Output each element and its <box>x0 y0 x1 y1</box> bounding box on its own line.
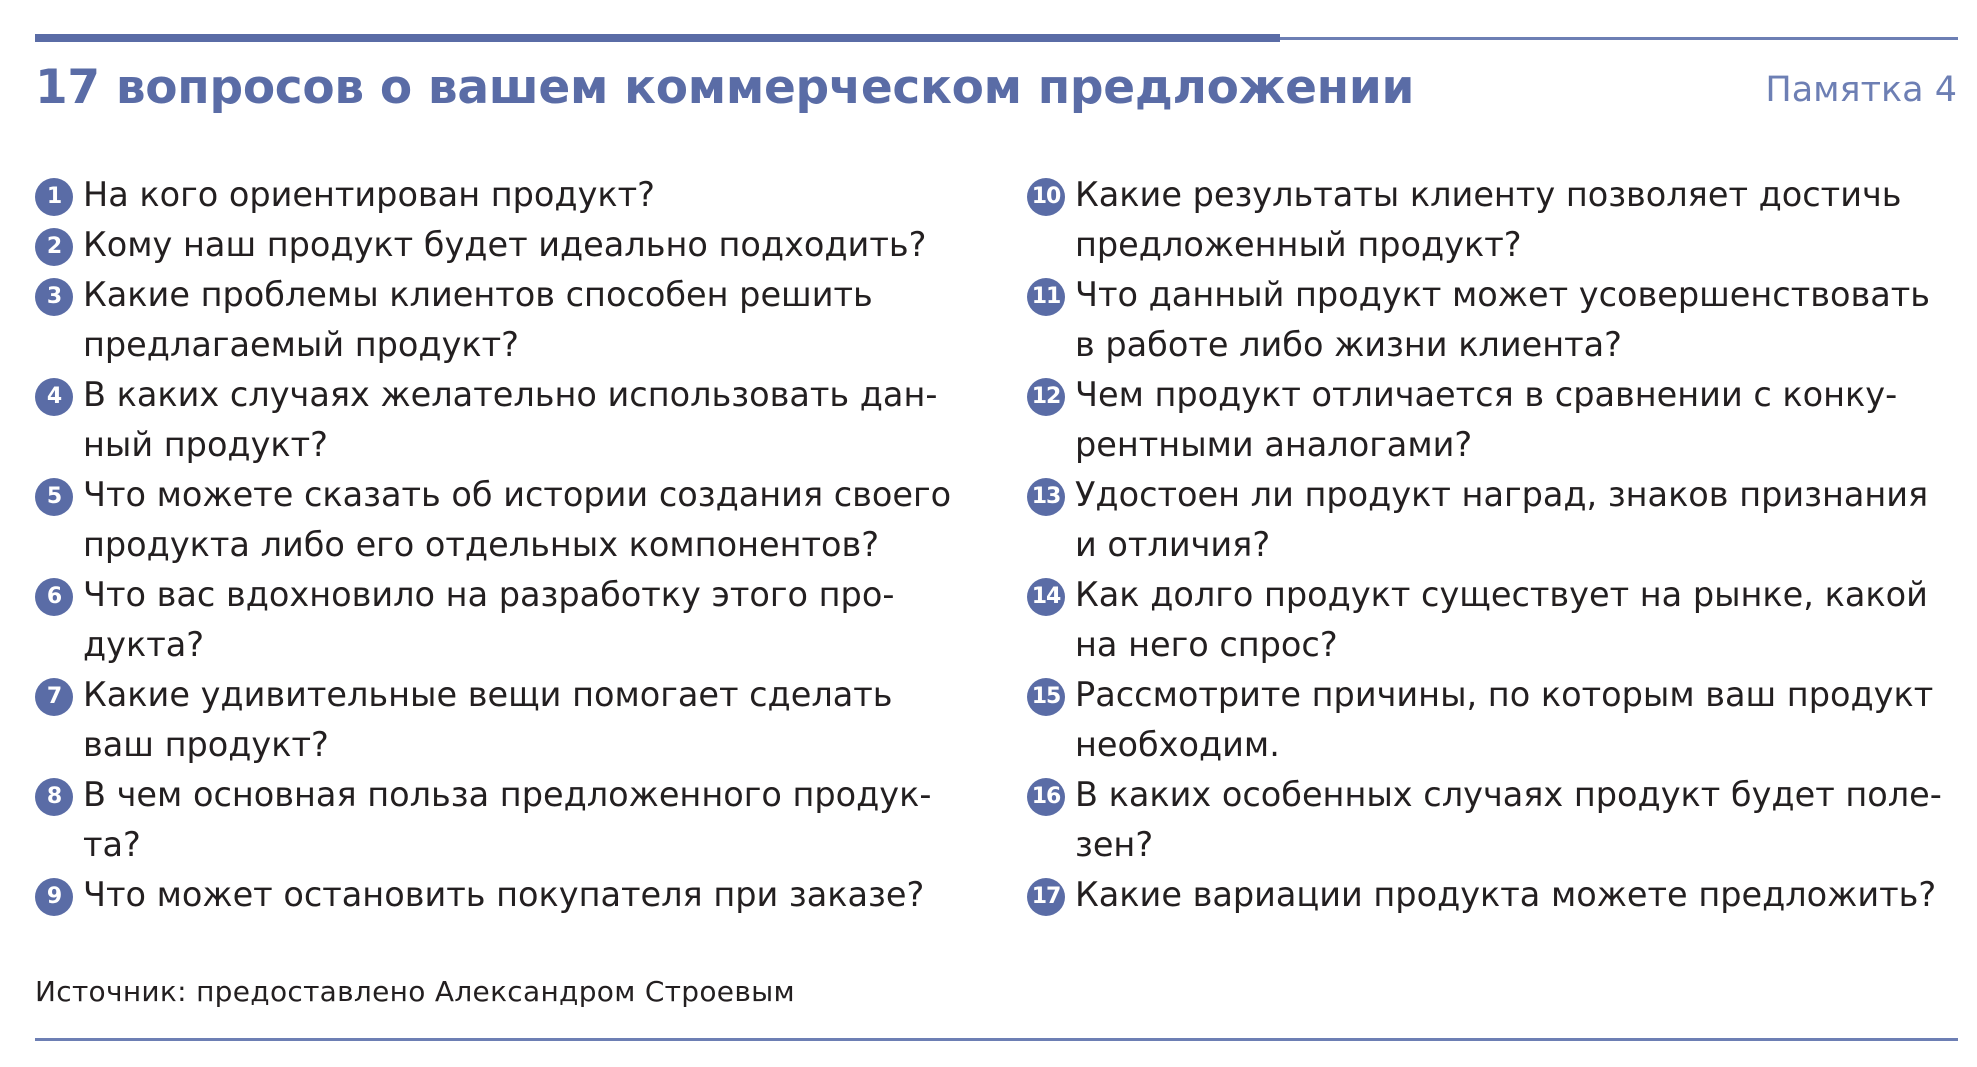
question-text-line: в работе либо жизни клиента? <box>1075 325 1622 364</box>
question-number-badge: 7 <box>35 678 73 716</box>
question-text-line: Что можете сказать об истории создания своего <box>83 475 952 514</box>
question-text-line: необходим. <box>1075 725 1280 764</box>
source-note: Источник: предоставлено Александром Строевым <box>35 975 795 1008</box>
question-text-line: Чем продукт отличается в сравнении с конку- <box>1075 375 1898 414</box>
question-number-badge: 10 <box>1027 178 1065 216</box>
question-text-line: предлагаемый продукт? <box>83 325 519 364</box>
question-number-badge: 1 <box>35 178 73 216</box>
question-text-line: Кому наш продукт будет идеально подходить? <box>83 225 927 264</box>
question-item <box>1027 670 1967 770</box>
question-text-line: на него спрос? <box>1075 625 1338 664</box>
question-item <box>35 170 995 220</box>
question-number-badge: 17 <box>1027 878 1065 916</box>
question-number-badge: 14 <box>1027 578 1065 616</box>
question-text-line: Какие удивительные вещи помогает сделать <box>83 675 893 714</box>
question-text-line: дукта? <box>83 625 205 664</box>
question-item <box>35 670 995 770</box>
question-number-badge: 9 <box>35 878 73 916</box>
questions-column-right <box>1027 170 1967 920</box>
question-number-badge: 11 <box>1027 278 1065 316</box>
question-text-line: Какие результаты клиенту позволяет достичь <box>1075 175 1902 214</box>
question-text-line: зен? <box>1075 825 1154 864</box>
question-number-badge: 8 <box>35 778 73 816</box>
question-item <box>35 220 995 270</box>
question-text-line: В каких особенных случаях продукт будет поле- <box>1075 775 1942 814</box>
question-text-line: предложенный продукт? <box>1075 225 1522 264</box>
question-text-line: Какие вариации продукта можете предложить? <box>1075 875 1937 914</box>
question-text-line: и отличия? <box>1075 525 1271 564</box>
question-item <box>35 570 995 670</box>
question-text-line: В каких случаях желательно использовать дан- <box>83 375 938 414</box>
top-accent-bar <box>35 34 1280 42</box>
question-text-line: ный продукт? <box>83 425 328 464</box>
question-text-line: Какие проблемы клиентов способен решить <box>83 275 873 314</box>
question-number-badge: 4 <box>35 378 73 416</box>
question-item <box>35 470 995 570</box>
question-number-badge: 13 <box>1027 478 1065 516</box>
question-text-line: Рассмотрите причины, по которым ваш продукт <box>1075 675 1934 714</box>
question-number-badge: 12 <box>1027 378 1065 416</box>
question-item <box>1027 370 1967 470</box>
question-text-line: На кого ориентирован продукт? <box>83 175 655 214</box>
question-number-badge: 6 <box>35 578 73 616</box>
question-number-badge: 15 <box>1027 678 1065 716</box>
question-text-line: Что вас вдохновило на разработку этого про- <box>83 575 895 614</box>
question-item <box>1027 570 1967 670</box>
question-item <box>35 270 995 370</box>
question-text-line: та? <box>83 825 141 864</box>
question-number-badge: 2 <box>35 228 73 266</box>
question-item <box>1027 470 1967 570</box>
question-item <box>35 370 995 470</box>
questions-column-left <box>35 170 995 920</box>
question-number-badge: 5 <box>35 478 73 516</box>
question-number-badge: 16 <box>1027 778 1065 816</box>
question-item <box>35 770 995 870</box>
page-title: 17 вопросов о вашем коммерческом предложении <box>35 60 1415 115</box>
question-item <box>1027 770 1967 870</box>
question-text-line: Удостоен ли продукт наград, знаков признания <box>1075 475 1929 514</box>
question-text-line: рентными аналогами? <box>1075 425 1473 464</box>
question-number-badge: 3 <box>35 278 73 316</box>
question-text-line: продукта либо его отдельных компонентов? <box>83 525 880 564</box>
question-text-line: В чем основная польза предложенного продук- <box>83 775 932 814</box>
question-item <box>1027 870 1967 920</box>
question-text-line: ваш продукт? <box>83 725 329 764</box>
question-item <box>1027 170 1967 270</box>
question-text-line: Как долго продукт существует на рынке, какой <box>1075 575 1928 614</box>
memo-label: Памятка 4 <box>1765 70 1957 110</box>
question-text-line: Что данный продукт может усовершенствовать <box>1075 275 1930 314</box>
question-item <box>1027 270 1967 370</box>
question-item <box>35 870 995 920</box>
bottom-divider <box>35 1038 1958 1041</box>
question-text-line: Что может остановить покупателя при заказе? <box>83 875 925 914</box>
